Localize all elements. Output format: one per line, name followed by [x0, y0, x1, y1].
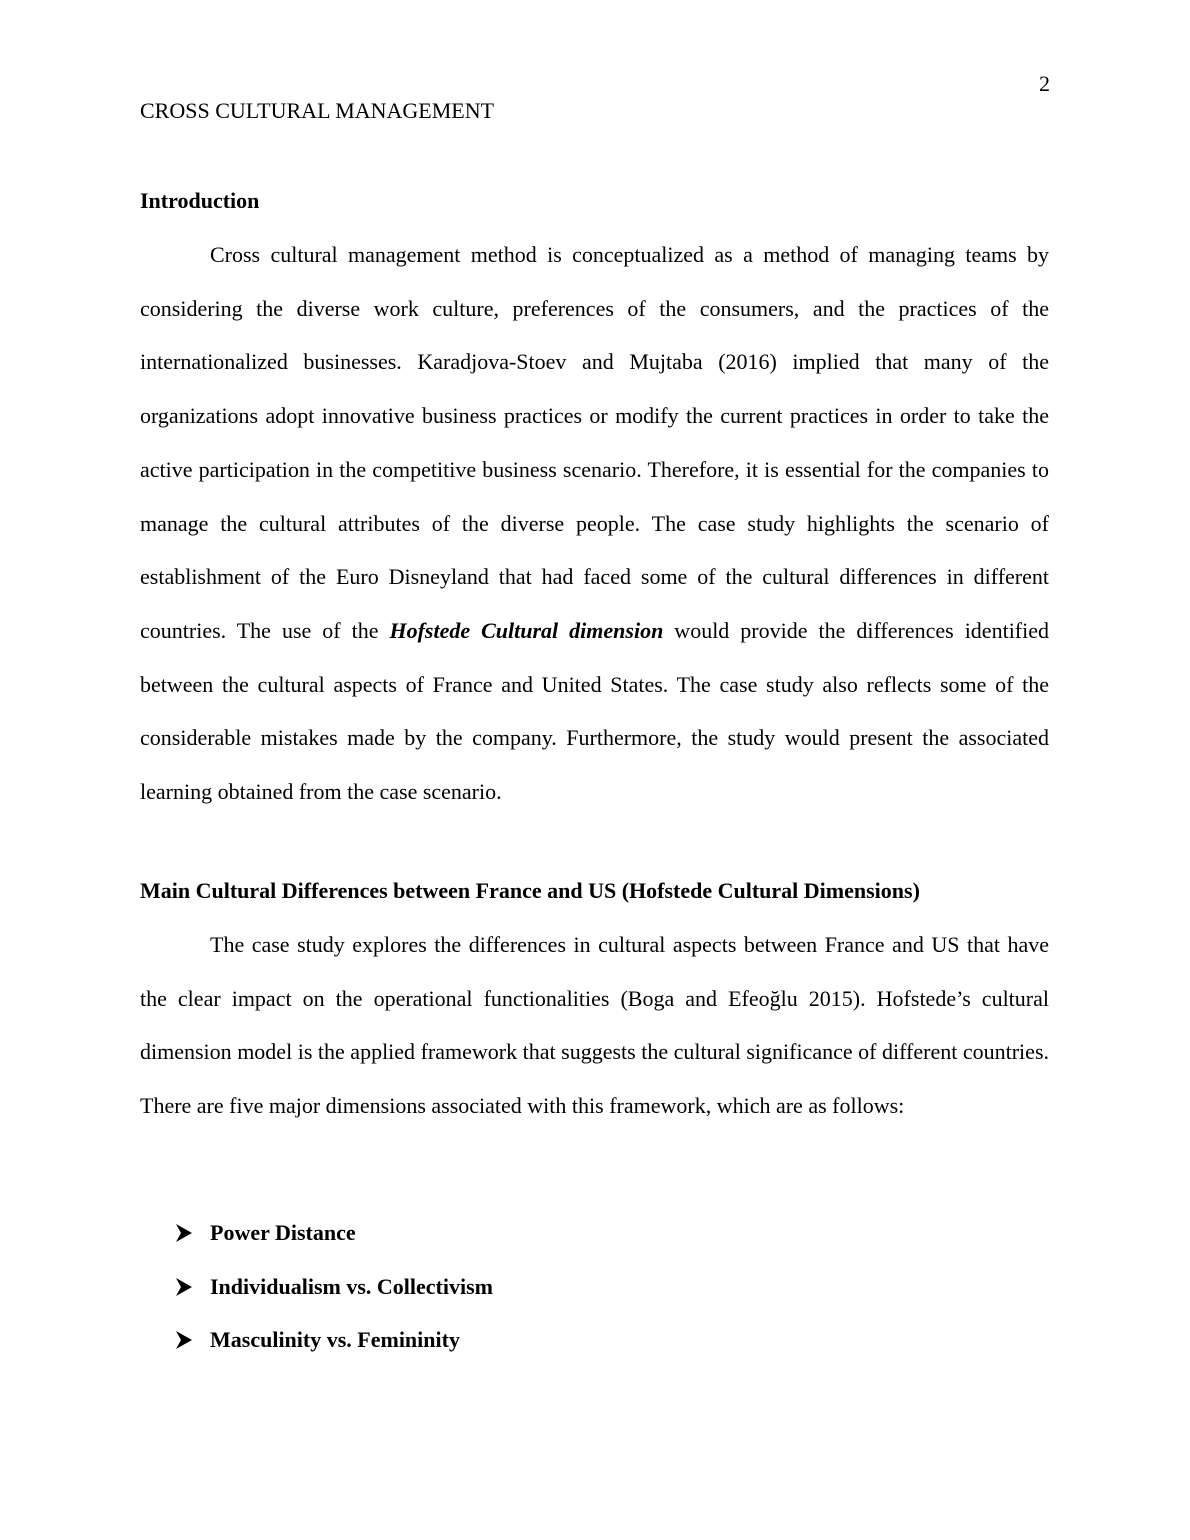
arrow-bullet-icon: [140, 1224, 210, 1242]
list-item: [140, 1206, 493, 1260]
list-item: [140, 1313, 493, 1367]
list-item: [140, 1260, 493, 1314]
introduction-heading: Introduction: [140, 188, 260, 213]
list-item-label: Power Distance: [210, 1219, 356, 1245]
arrow-bullet-icon: [140, 1278, 210, 1296]
differences-paragraph: The case study explores the differences in cultural aspects between France and US that have the clear impact on the operational functionalities (Boga and Efeoğlu 2015). Hofstede’s cultural dimension model is the applied framework that suggests the cultural significance of different countries. There are five major dimensions associated with this framework, which are as follows:: [140, 932, 1049, 1119]
introduction-text-before: Cross cultural management method is conceptualized as a method of managing teams by considering the diverse work culture, preferences of the consumers, and the practices of the internationalized businesses. Karadjova-Stoev and Mujtaba (2016) implied that many of the organizations adopt innovative business practices or modify the current practices in order to take the active participation in the competitive business scenario. Therefore, it is essential for the companies to manage the cultural attributes of the diverse people. The case study highlights the scenario of establishment of the Euro Disneyland that had faced some of the cultural differences in different countries. The use of the: [140, 242, 1049, 643]
page-number: 2: [1039, 71, 1050, 96]
arrow-bullet-icon: [140, 1331, 210, 1349]
hofstede-emphasis: Hofstede Cultural dimension: [389, 617, 664, 643]
introduction-text-after: would provide the differences identified between the cultural aspects of France and United States. The case study also reflects some of the considerable mistakes made by the company. Furthermore, the study would present the associated learning obtained from the case scenario.: [140, 617, 1050, 805]
list-item-label: Individualism vs. Collectivism: [210, 1273, 493, 1299]
introduction-paragraph: [140, 228, 1049, 819]
list-item-label: Masculinity vs. Femininity: [210, 1327, 460, 1353]
differences-heading: Main Cultural Differences between France and US (Hofstede Cultural Dimensions): [140, 878, 920, 903]
dimension-list: [140, 1206, 493, 1367]
running-head: CROSS CULTURAL MANAGEMENT: [140, 98, 495, 123]
